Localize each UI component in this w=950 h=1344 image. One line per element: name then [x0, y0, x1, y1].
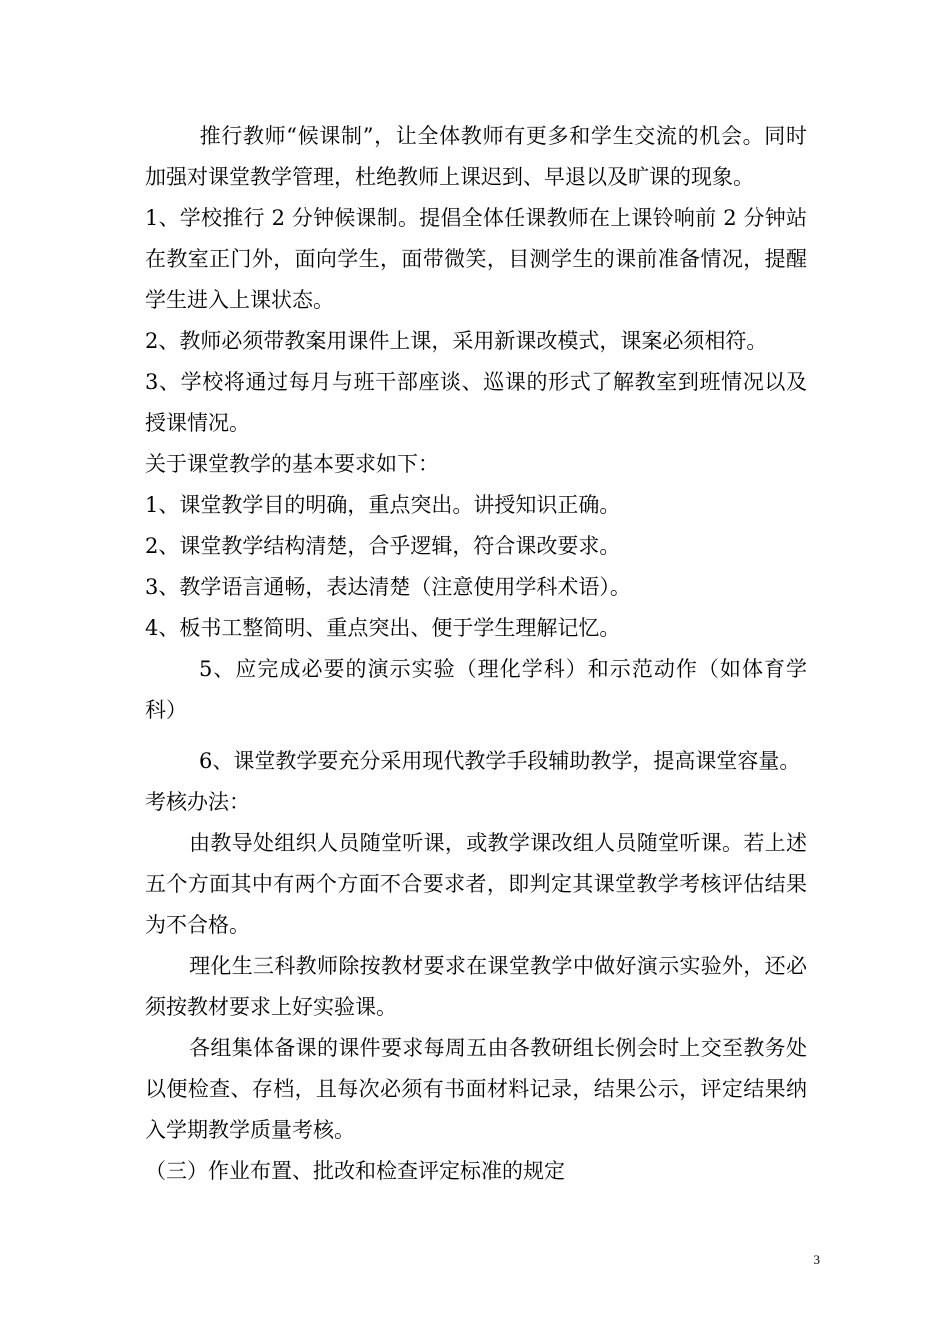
paragraph-item-2: 2、教师必须带教案用课件上课，采用新课改模式，课案必须相符。 — [145, 329, 768, 353]
paragraph-lab-requirement: 理化生三科教师除按教材要求在课堂教学中做好演示实验外，还必须按教材要求上好实验课。 — [145, 954, 807, 1019]
requirement-item-6: 6、课堂教学要充分采用现代教学手段辅助教学，提高课堂容量。 — [199, 749, 801, 773]
page-number: 3 — [813, 1252, 820, 1267]
paragraph-assessment-heading: 考核办法： — [145, 790, 250, 814]
requirement-item-5: 5、应完成必要的演示实验（理化学科）和示范动作（如体育学科） — [145, 657, 807, 722]
paragraph-intro: 推行教师“候课制”，让全体教师有更多和学生交流的机会。同时加强对课堂教学管理，杜绝教师上课迟到、早退以及旷课的现象。 — [145, 124, 807, 189]
requirement-item-2: 2、课堂教学结构清楚，合乎逻辑，符合课改要求。 — [145, 534, 621, 558]
requirement-item-4: 4、板书工整简明、重点突出、便于学生理解记忆。 — [145, 616, 621, 640]
paragraph-item-1: 1、学校推行 2 分钟候课制。提倡全体任课教师在上课铃响前 2 分钟站在教室正门外，面向学生，面带微笑，目测学生的课前准备情况，提醒学生进入上课状态。 — [145, 206, 807, 312]
paragraph-item-3: 3、学校将通过每月与班干部座谈、巡课的形式了解教室到班情况以及授课情况。 — [145, 370, 807, 435]
paragraph-requirements-heading: 关于课堂教学的基本要求如下： — [145, 452, 439, 476]
requirement-item-1: 1、课堂教学目的明确，重点突出。讲授知识正确。 — [145, 493, 621, 517]
document-body — [145, 116, 807, 1192]
paragraph-lesson-preparation: 各组集体备课的课件要求每周五由各教研组长例会时上交至教务处以便检查、存档，且每次必须有书面材料记录，结果公示，评定结果纳入学期教学质量考核。 — [145, 1036, 807, 1142]
section-heading-homework: （三）作业布置、批改和检查评定标准的规定 — [145, 1159, 565, 1183]
paragraph-assessment-method: 由教导处组织人员随堂听课，或教学课改组人员随堂听课。若上述五个方面其中有两个方面不合要求者，即判定其课堂教学考核评估结果为不合格。 — [145, 831, 807, 937]
requirement-item-3: 3、教学语言通畅，表达清楚（注意使用学科术语）。 — [145, 575, 631, 599]
paragraph-spacer — [145, 731, 807, 741]
